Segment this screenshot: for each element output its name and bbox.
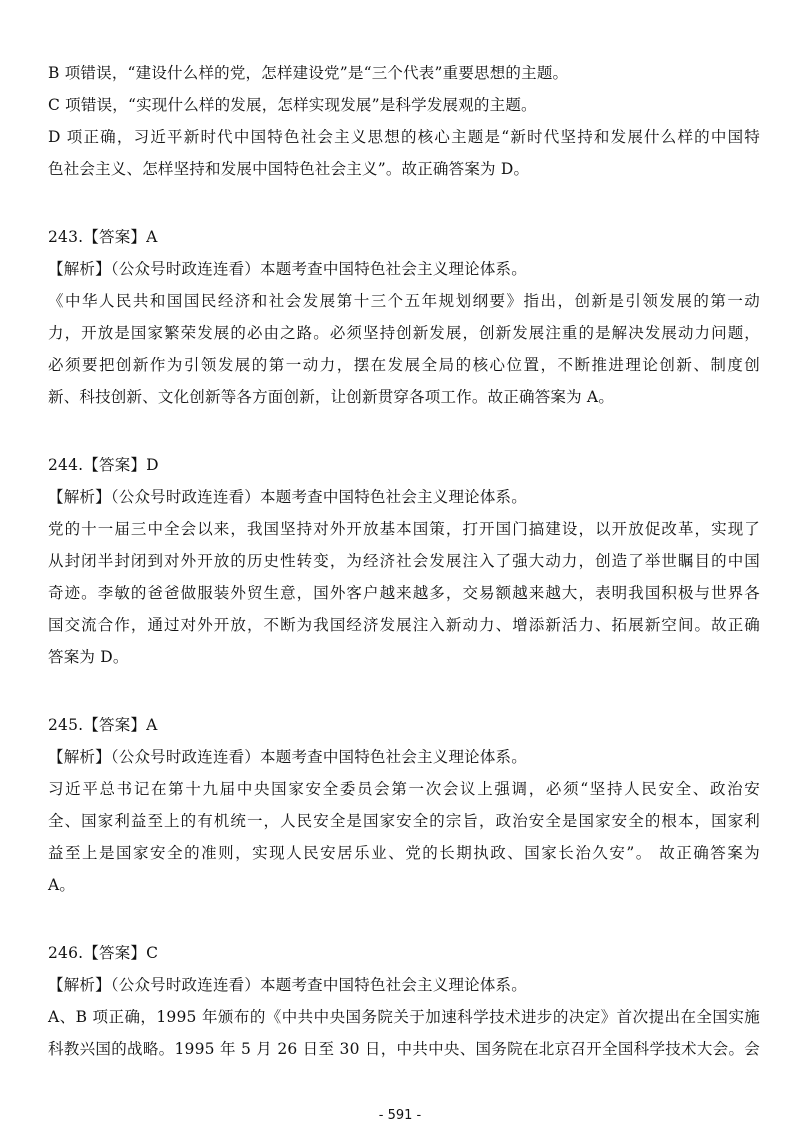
answer-explanation-line: B 项错误，“建设什么样的党，怎样建设党”是“三个代表”重要思想的主题。 (48, 64, 569, 82)
analysis-heading: 【解析】（公众号时政连连看）本题考查中国特色社会主义理论体系。 (48, 976, 527, 994)
analysis-paragraph-line: 从封闭半封闭到对外开放的历史性转变，为经济社会发展注入了强大动力，创造了举世瞩目的中国 (48, 552, 760, 570)
question-answer-heading: 246.【答案】C (48, 944, 159, 962)
analysis-heading: 【解析】（公众号时政连连看）本题考查中国特色社会主义理论体系。 (48, 488, 527, 506)
analysis-paragraph-line: 全、国家利益至上的有机统一，人民安全是国家安全的宗旨，政治安全是国家安全的根本，国家利 (48, 812, 760, 830)
analysis-heading: 【解析】（公众号时政连连看）本题考查中国特色社会主义理论体系。 (48, 260, 527, 278)
analysis-heading: 【解析】（公众号时政连连看）本题考查中国特色社会主义理论体系。 (48, 748, 527, 766)
answer-explanation-line: D 项正确，习近平新时代中国特色社会主义思想的核心主题是“新时代坚持和发展什么样的中国特 (48, 128, 760, 146)
analysis-paragraph-line: 益至上是国家安全的准则，实现人民安居乐业、党的长期执政、国家长治久安”。 故正确答案为 (48, 844, 760, 862)
answer-explanation-line: C 项错误，“实现什么样的发展，怎样实现发展”是科学发展观的主题。 (48, 96, 537, 114)
analysis-paragraph-line: 习近平总书记在第十九届中央国家安全委员会第一次会议上强调，必须“坚持人民安全、政治安 (48, 780, 760, 798)
question-answer-heading: 243.【答案】A (48, 228, 158, 246)
analysis-paragraph-line: 必须要把创新作为引领发展的第一动力，摆在发展全局的核心位置，不断推进理论创新、制度创 (48, 356, 760, 374)
answer-explanation-line: 色社会主义、怎样坚持和发展中国特色社会主义”。故正确答案为 D。 (48, 160, 530, 178)
analysis-paragraph-line: 答案为 D。 (48, 648, 129, 666)
analysis-paragraph-line: A、B 项正确，1995 年颁布的《中共中央国务院关于加速科学技术进步的决定》首次提出在全国实施 (48, 1008, 760, 1026)
analysis-paragraph-line: 党的十一届三中全会以来，我国坚持对外开放基本国策，打开国门搞建设，以开放促改革，实现了 (48, 520, 760, 538)
analysis-paragraph-line: A。 (48, 876, 76, 894)
page-number: - 591 - (378, 1108, 422, 1123)
analysis-paragraph-line: 《中华人民共和国国民经济和社会发展第十三个五年规划纲要》指出，创新是引领发展的第一动 (48, 292, 760, 310)
question-answer-heading: 245.【答案】A (48, 716, 158, 734)
analysis-paragraph-line: 科教兴国的战略。1995 年 5 月 26 日至 30 日，中共中央、国务院在北京召开全国科学技术大会。会 (48, 1040, 760, 1058)
analysis-paragraph-line: 新、科技创新、文化创新等各方面创新，让创新贯穿各项工作。故正确答案为 A。 (48, 388, 615, 406)
analysis-paragraph-line: 力，开放是国家繁荣发展的必由之路。必须坚持创新发展，创新发展注重的是解决发展动力问题， (48, 324, 760, 342)
analysis-paragraph-line: 国交流合作，通过对外开放，不断为我国经济发展注入新动力、增添新活力、拓展新空间。故正确 (48, 616, 760, 634)
question-answer-heading: 244.【答案】D (48, 456, 159, 474)
analysis-paragraph-line: 奇迹。李敏的爸爸做服装外贸生意，国外客户越来越多，交易额越来越大，表明我国积极与世界各 (48, 584, 760, 602)
